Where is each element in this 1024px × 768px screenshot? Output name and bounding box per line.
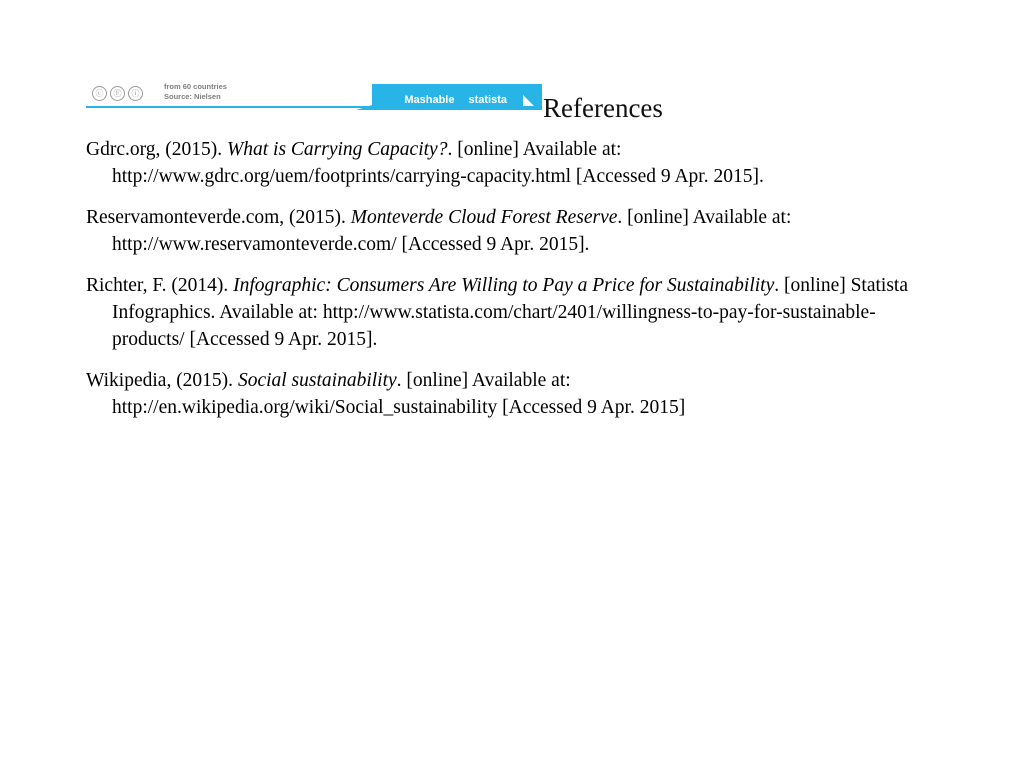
- creative-commons-icon-group: [92, 86, 143, 101]
- references-list: [86, 136, 916, 435]
- reference-text: Wikipedia, (2015). Social sustainability. [online] Available at: http://en.wikipedia.org/wiki/Social_sustainability [Accessed 9 Apr. 2015]: [86, 370, 686, 418]
- cc-nd-icon: ⓘ: [128, 86, 143, 101]
- reference-text: Richter, F. (2014). Infographic: Consumers Are Willing to Pay a Price for Sustainability. [online] Statista Infographics. Available at: http://www.statista.com/chart/2401/willingness-to-pay-for-sustainable-products/ [Accessed 9 Apr. 2015].: [86, 275, 909, 350]
- cc-by-icon: Ⓕ: [110, 86, 125, 101]
- strip-meta-source: Source: Nielsen: [164, 92, 221, 101]
- ref-wikipedia: [86, 367, 916, 421]
- statista-mark-icon: [523, 95, 534, 106]
- mashable-logo-text: Mashable: [404, 94, 455, 106]
- reference-text: Gdrc.org, (2015). What is Carrying Capacity?. [online] Available at: http://www.gdrc.org/uem/footprints/carrying-capacity.html [Accessed 9 Apr. 2015].: [86, 139, 764, 187]
- strip-meta-countries: from 60 countries: [164, 82, 227, 91]
- statista-logo-text: statista: [468, 94, 507, 106]
- strip-blue-panel: [372, 84, 542, 110]
- cc-icon: ⓒ: [92, 86, 107, 101]
- reference-text: Reservamonteverde.com, (2015). Monteverde Cloud Forest Reserve. [online] Available at: http://www.reservamonteverde.com/ [Accessed 9 Apr. 2015].: [86, 207, 792, 255]
- ref-gdrc: [86, 136, 916, 190]
- page-title: References: [543, 93, 663, 123]
- ref-reservamonteverde: [86, 204, 916, 258]
- strip-meta: [164, 82, 227, 102]
- strip-brand-group: [404, 94, 534, 106]
- infographic-strip: [86, 78, 542, 110]
- ref-richter: [86, 272, 916, 353]
